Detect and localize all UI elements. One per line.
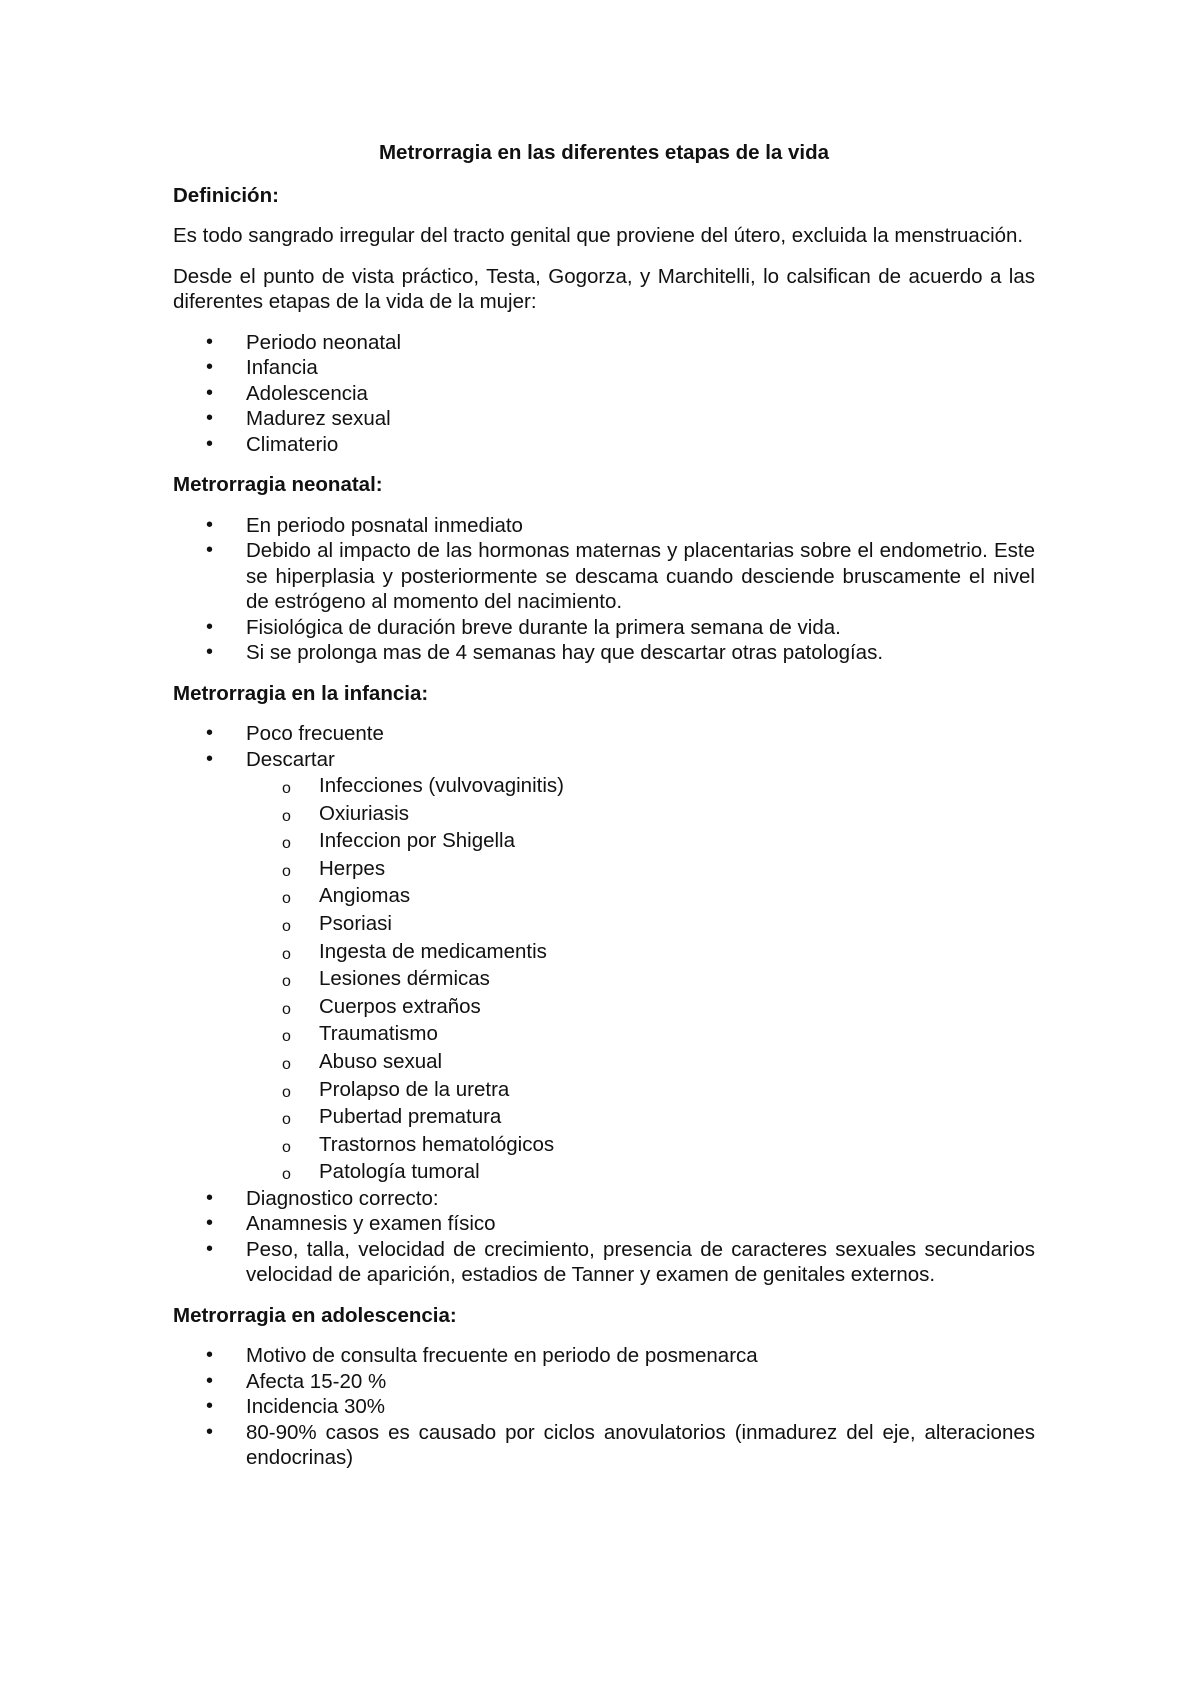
list-item-text: Fisiológica de duración breve durante la primera semana de vida. — [246, 615, 841, 639]
sublist-item-text: Trastornos hematológicos — [319, 1132, 555, 1156]
list-item-text: Madurez sexual — [246, 407, 391, 430]
list-item — [173, 1420, 1035, 1471]
sublist-item-text: Patología tumoral — [319, 1160, 480, 1184]
sublist-item-text: Ingesta de medicamentis — [319, 939, 547, 963]
heading-definicion: Definición: — [173, 183, 279, 207]
document-title: Metrorragia en las diferentes etapas de la vida — [378, 141, 830, 164]
circle-bullet-icon: o — [282, 1166, 291, 1184]
list-item-text: Si se prolonga mas de 4 semanas hay que descartar otras patologías. — [246, 641, 884, 664]
bullet-icon: • — [206, 432, 214, 455]
list-item — [173, 721, 1035, 747]
sublist-item — [246, 800, 1035, 828]
bullet-icon: • — [206, 747, 214, 770]
sublist-item — [246, 1158, 1035, 1186]
list-item — [173, 1237, 1035, 1288]
sublist-item-text: Abuso sexual — [319, 1049, 443, 1073]
circle-bullet-icon: o — [282, 1028, 291, 1046]
bullet-icon: • — [206, 1369, 214, 1392]
bullet-icon: • — [206, 615, 214, 638]
heading-infancia: Metrorragia en la infancia: — [173, 681, 429, 705]
sublist-item — [246, 910, 1035, 938]
circle-bullet-icon: o — [282, 1083, 291, 1101]
list-item — [173, 615, 1035, 641]
circle-bullet-icon: o — [282, 1055, 291, 1073]
sublist-item-text: Infecciones (vulvovaginitis) — [319, 774, 564, 797]
list-item-text: Debido al impacto de las hormonas maternas y placentarias sobre el endometrio. Este se hiperplasia y posteriormente se descama cuando desciende bruscamente el nivel de estrógeno al momento del nacimiento. — [246, 539, 1035, 613]
bullet-icon: • — [206, 381, 214, 404]
stages-list — [173, 330, 1035, 458]
sublist-item-text: Traumatismo — [319, 1022, 438, 1046]
bullet-icon: • — [206, 1212, 214, 1235]
list-item — [173, 381, 1035, 407]
sublist-item — [246, 1131, 1035, 1159]
list-item — [173, 1211, 1035, 1237]
list-item-text: Afecta 15-20 % — [246, 1369, 387, 1393]
document-page — [173, 140, 1035, 1486]
list-item — [173, 640, 1035, 666]
sublist-item-text: Prolapso de la uretra — [319, 1077, 510, 1101]
sublist-item — [246, 827, 1035, 855]
list-item-text: En periodo posnatal inmediato — [246, 513, 523, 537]
bullet-icon: • — [206, 539, 214, 561]
bullet-icon: • — [206, 407, 214, 429]
sublist-item-text: Pubertad prematura — [319, 1105, 502, 1129]
list-item-text: Periodo neonatal — [246, 330, 402, 354]
bullet-icon: • — [206, 641, 214, 663]
circle-bullet-icon: o — [282, 780, 291, 797]
sublist-item — [246, 855, 1035, 883]
circle-bullet-icon: o — [282, 917, 291, 935]
circle-bullet-icon: o — [282, 890, 291, 908]
list-item-text: Diagnostico correcto: — [246, 1186, 439, 1210]
sublist-item — [246, 1076, 1035, 1104]
list-item — [173, 513, 1035, 539]
list-item-text: Anamnesis y examen físico — [246, 1212, 496, 1236]
bullet-icon: • — [206, 1395, 214, 1418]
sublist-item — [246, 1020, 1035, 1048]
sublist-item-text: Cuerpos extraños — [319, 994, 481, 1018]
sublist-item-text: Psoriasi — [319, 911, 392, 935]
infancia-list — [173, 721, 1035, 1288]
circle-bullet-icon: o — [282, 862, 291, 880]
sublist-item — [246, 772, 1035, 800]
list-item-text: 80-90% casos es causado por ciclos anovulatorios (inmadurez del eje, alteraciones endocrinas) — [246, 1420, 1035, 1470]
neonatal-list — [173, 513, 1035, 666]
sublist-item-text: Infeccion por Shigella — [319, 829, 516, 853]
list-item — [173, 1369, 1035, 1395]
list-item-text: Peso, talla, velocidad de crecimiento, presencia de caracteres sexuales secundarios velocidad de aparición, estadios de Tanner y examen de genitales externos. — [246, 1237, 1035, 1287]
list-item-text: Adolescencia — [246, 381, 368, 405]
circle-bullet-icon: o — [282, 1138, 291, 1156]
sublist-item — [246, 882, 1035, 910]
bullet-icon: • — [206, 513, 214, 536]
circle-bullet-icon: o — [282, 945, 291, 963]
descartar-sublist — [246, 772, 1035, 1186]
bullet-icon: • — [206, 1344, 214, 1367]
list-item — [173, 1186, 1035, 1212]
circle-bullet-icon: o — [282, 807, 291, 825]
bullet-icon: • — [206, 330, 214, 353]
list-item — [173, 747, 1035, 1186]
circle-bullet-icon: o — [282, 1000, 291, 1018]
list-item-text: Incidencia 30% — [246, 1395, 386, 1419]
heading-adolescencia: Metrorragia en adolescencia: — [173, 1303, 457, 1327]
sublist-item-text: Lesiones dérmicas — [319, 967, 490, 991]
sublist-item — [246, 938, 1035, 966]
circle-bullet-icon: o — [282, 973, 291, 991]
list-item-text: Poco frecuente — [246, 722, 384, 745]
list-item — [173, 1394, 1035, 1420]
list-item-text: Descartar — [246, 747, 335, 771]
sublist-item — [246, 1048, 1035, 1076]
bullet-icon: • — [206, 1237, 214, 1260]
sublist-item-text: Herpes — [319, 856, 386, 880]
sublist-item-text: Angiomas — [319, 884, 411, 908]
list-item — [173, 406, 1035, 432]
paragraph-classification: Desde el punto de vista práctico, Testa, Gogorza, y Marchitelli, lo calsifican de acuerdo a las diferentes etapas de la vida de la mujer: — [173, 264, 1035, 313]
sublist-item-text: Oxiuriasis — [319, 801, 409, 825]
adolescencia-list — [173, 1343, 1035, 1471]
bullet-icon: • — [206, 1420, 214, 1443]
list-item — [173, 432, 1035, 458]
sublist-item — [246, 965, 1035, 993]
sublist-item — [246, 993, 1035, 1021]
list-item — [173, 330, 1035, 356]
list-item — [173, 1343, 1035, 1369]
list-item — [173, 538, 1035, 615]
list-item-text: Infancia — [246, 356, 318, 379]
bullet-icon: • — [206, 356, 214, 378]
circle-bullet-icon: o — [282, 1111, 291, 1129]
sublist-item — [246, 1103, 1035, 1131]
list-item — [173, 355, 1035, 381]
list-item-text: Climaterio — [246, 432, 339, 456]
circle-bullet-icon: o — [282, 835, 291, 853]
paragraph-definition: Es todo sangrado irregular del tracto genital que proviene del útero, excluida la menstruación. — [173, 224, 1024, 247]
list-item-text: Motivo de consulta frecuente en periodo de posmenarca — [246, 1344, 758, 1368]
bullet-icon: • — [206, 1186, 214, 1209]
heading-neonatal: Metrorragia neonatal: — [173, 473, 383, 496]
bullet-icon: • — [206, 722, 214, 744]
